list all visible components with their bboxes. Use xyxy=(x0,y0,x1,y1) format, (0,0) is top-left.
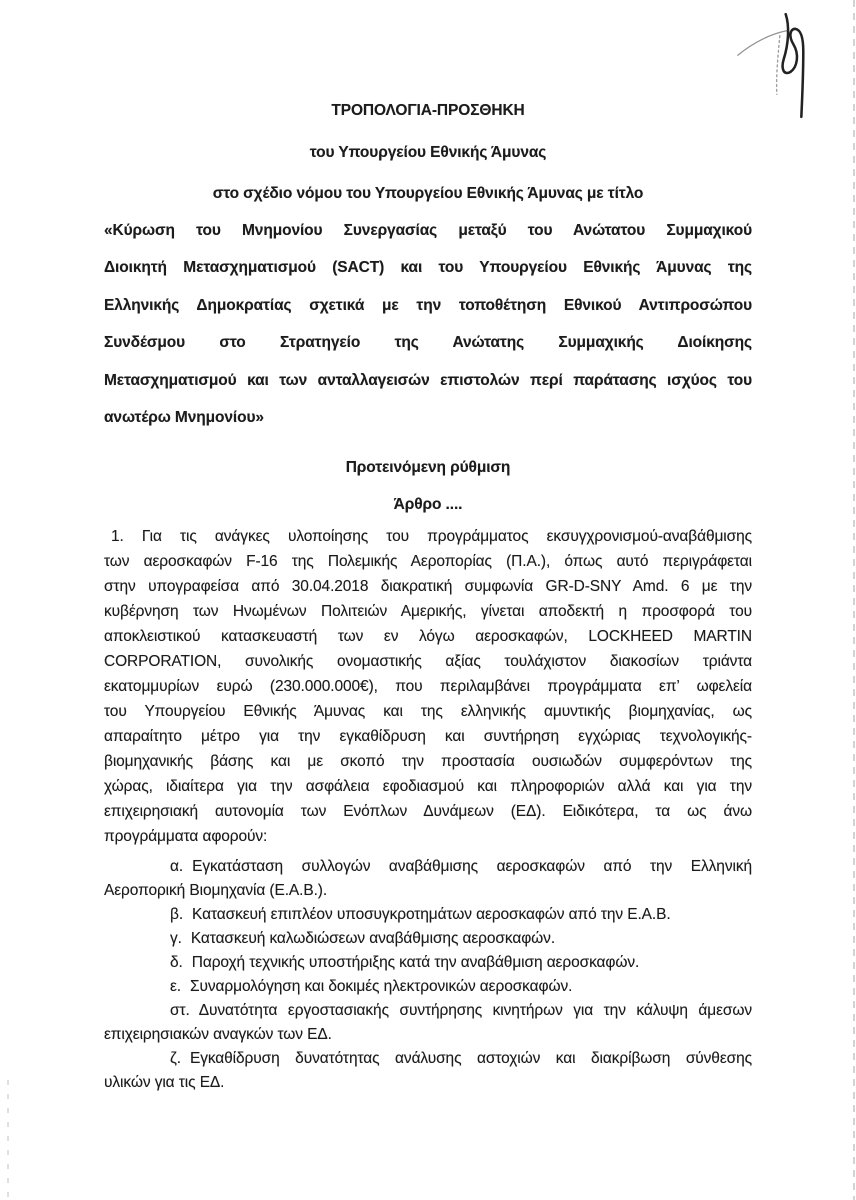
text-line: επιχειρησιακών αναγκών των ΕΔ. xyxy=(104,1026,332,1044)
document-subtitle-bill: στο σχέδιο νόμου του Υπουργείου Εθνικής Άμυνας με τίτλο xyxy=(212,185,644,202)
handwritten-signature-icon xyxy=(728,6,816,124)
scan-edge-left xyxy=(7,1080,9,1200)
list-item-label: στ. xyxy=(170,1002,190,1020)
text-line: προγράμματα αφορούν: xyxy=(104,828,268,846)
document-subtitle-ministry: του Υπουργείου Εθνικής Άμυνας xyxy=(309,144,547,161)
text-line: α. Εγκατάσταση συλλογών αναβάθμισης αεροσκαφών από την Ελληνική xyxy=(170,858,752,876)
text-line: επιχειρησιακή αυτονομία των Ενόπλων Δυνάμεων (ΕΔ). Ειδικότερα, τα ως άνω xyxy=(104,803,752,821)
text-line: βιομηχανικής βάσης και με σκοπό την προστασία ουσιωδών συμφερόντων της xyxy=(104,753,752,771)
text-line: αποκλειστικού κατασκευαστή των εν λόγω αεροσκαφών, LOCKHEED MARTIN xyxy=(104,628,752,646)
list-item-label: γ. xyxy=(170,930,182,948)
list-item xyxy=(104,951,752,975)
paragraph-1 xyxy=(104,524,752,849)
text-line: κυβέρνηση των Ηνωμένων Πολιτειών Αμερικής, γίνεται αποδεκτή η προσφορά του xyxy=(104,603,752,621)
text-line: ε. Συναρμολόγηση και δοκιμές ηλεκτρονικών αεροσκαφών. xyxy=(170,978,573,996)
list-item-label: ζ. xyxy=(170,1050,181,1068)
text-line: 1. Για τις ανάγκες υλοποίησης του προγράμματος εκσυγχρονισμού-αναβάθμισης xyxy=(111,528,752,546)
list-item-label: β. xyxy=(170,906,184,924)
text-line: Αεροπορική Βιομηχανία (Ε.Α.Β.). xyxy=(104,882,328,900)
list-item xyxy=(104,903,752,927)
program-list xyxy=(104,855,752,1095)
text-line: απαραίτητο μέτρο για την εγκαθίδρυση και συντήρηση εγχώριας τεχνολογικής- xyxy=(104,728,752,746)
list-item xyxy=(104,927,752,951)
document-content xyxy=(0,99,856,1095)
text-line: CORPORATION, συνολικής ονομαστικής αξίας τουλάχιστον διακοσίων τριάντα xyxy=(104,653,752,671)
text-line: υλικών για τις ΕΔ. xyxy=(104,1074,225,1092)
text-line: χώρας, ιδιαίτερα για την ασφάλεια εφοδιασμού και πληροφοριών αλλά και για την xyxy=(104,778,752,796)
text-line: β. Κατασκευή επιπλέον υποσυγκροτημάτων αεροσκαφών από την Ε.Α.Β. xyxy=(170,906,671,924)
list-item-label: δ. xyxy=(170,954,183,972)
text-line: εκατομμυρίων ευρώ (230.000.000€), που περιλαμβάνει προγράμματα επ’ ωφελεία xyxy=(104,678,752,696)
list-item-label: α. xyxy=(170,858,184,876)
text-line: στ. Δυνατότητα εργοστασιακής συντήρησης κινητήρων για την κάλυψη άμεσων xyxy=(170,1002,752,1020)
list-item xyxy=(104,855,752,903)
list-item xyxy=(104,1047,752,1095)
text-line: Συνδέσμου στο Στρατηγείο της Ανώτατης Συμμαχικής Διοίκησης xyxy=(104,334,752,352)
text-line: Μετασχηματισμού και των ανταλλαγεισών επιστολών περί παράτασης ισχύος του xyxy=(104,371,752,389)
text-line: ανωτέρω Μνημονίου» xyxy=(104,409,264,427)
text-line: «Κύρωση του Μνημονίου Συνεργασίας μεταξύ του Ανώτατου Συμμαχικού xyxy=(104,222,752,239)
document-title: ΤΡΟΠΟΛΟΓΙΑ-ΠΡΟΣΘΗΚΗ xyxy=(331,102,525,119)
text-line: του Υπουργείου Εθνικής Άμυνας και της ελληνικής αμυντικής βιομηχανίας, ως xyxy=(104,703,752,721)
section-heading-proposed-regulation: Προτεινόμενη ρύθμιση xyxy=(345,459,511,477)
article-heading: Άρθρο .... xyxy=(393,496,463,514)
text-line: στην υπογραφείσα από 30.04.2018 διακρατική συμφωνία GR-D-SNY Amd. 6 με την xyxy=(104,578,752,596)
text-line: των αεροσκαφών F-16 της Πολεμικής Αεροπορίας (Π.Α.), όπως αυτό περιγράφεται xyxy=(104,553,752,571)
law-title-quote xyxy=(104,212,752,436)
text-line: Ελληνικής Δημοκρατίας σχετικά με την τοποθέτηση Εθνικού Αντιπροσώπου xyxy=(104,296,752,314)
list-item-label: ε. xyxy=(170,978,182,996)
list-item xyxy=(104,975,752,999)
text-line: Διοικητή Μετασχηματισμού (SACT) και του Υπουργείου Εθνικής Άμυνας της xyxy=(104,259,752,277)
text-line: γ. Κατασκευή καλωδιώσεων αναβάθμισης αεροσκαφών. xyxy=(170,930,556,948)
list-item xyxy=(104,999,752,1047)
text-line: ζ. Εγκαθίδρυση δυνατότητας ανάλυσης αστοχιών και διακρίβωση σύνθεσης xyxy=(170,1050,752,1068)
text-line: δ. Παροχή τεχνικής υποστήριξης κατά την αναβάθμιση αεροσκαφών. xyxy=(170,954,640,972)
